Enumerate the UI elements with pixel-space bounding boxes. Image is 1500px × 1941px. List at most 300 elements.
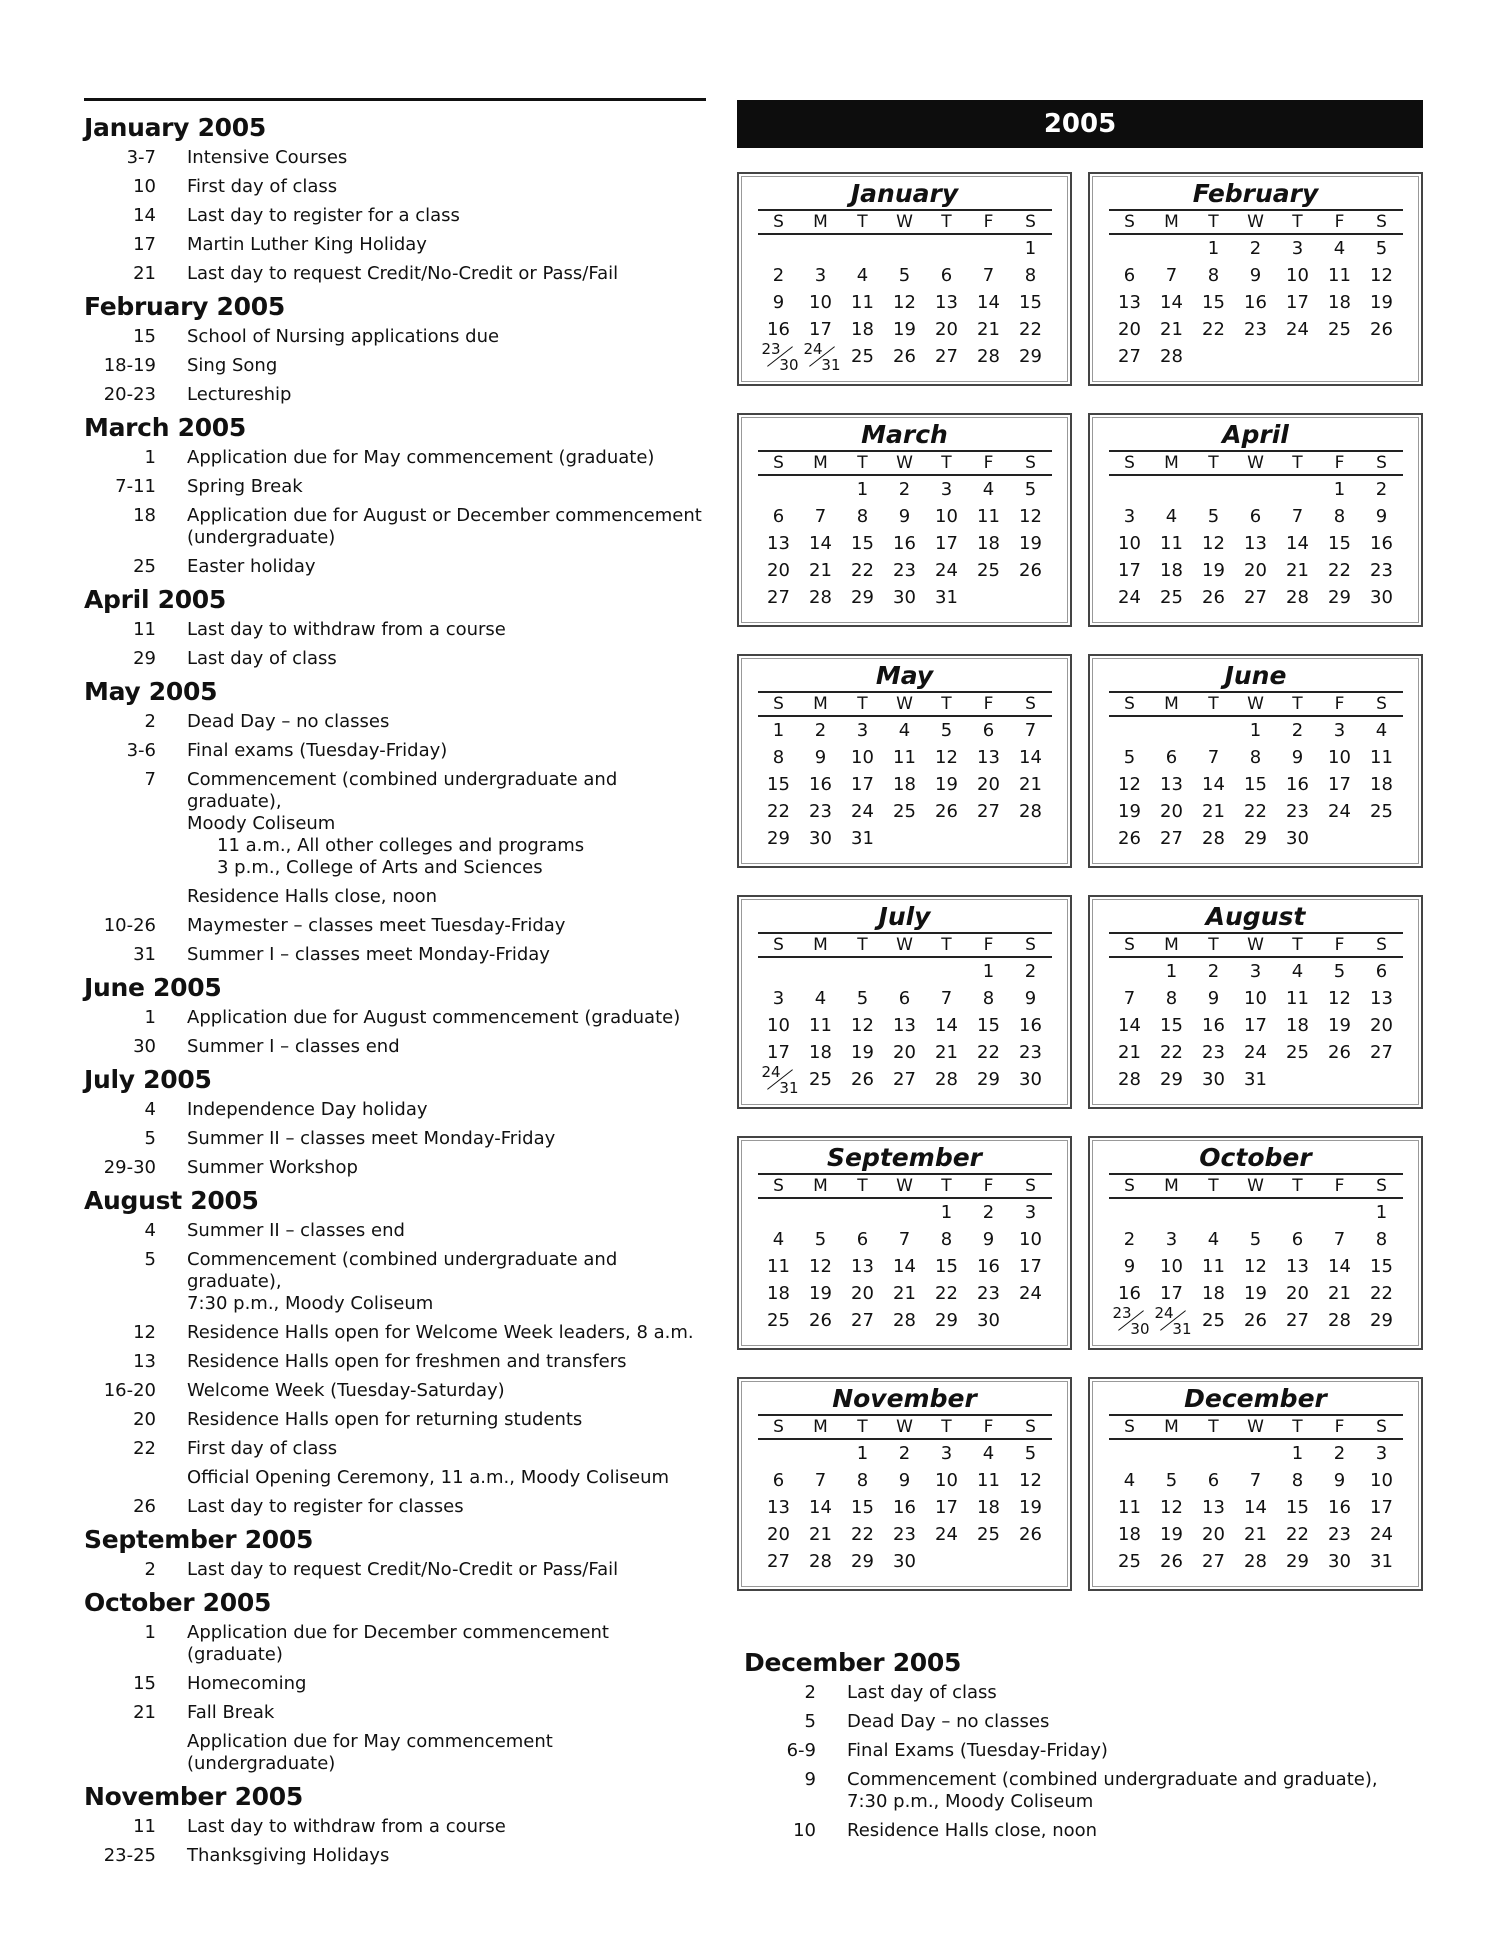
day-cell (1235, 798, 1277, 825)
day-cell (926, 1253, 968, 1280)
event-date: 1 (144, 447, 156, 468)
day-cell (800, 584, 842, 611)
calendar-table (758, 450, 1052, 611)
day-cell (884, 530, 926, 557)
day-cell (1109, 1494, 1151, 1521)
month-section (84, 585, 706, 670)
day-number: 22 (851, 1524, 874, 1545)
day-number: 30 (893, 587, 916, 608)
day-number: 5 (940, 720, 953, 741)
day-cell (1361, 1467, 1403, 1494)
day-cell (800, 1039, 842, 1066)
day-cell (968, 1198, 1010, 1226)
day-number: 23 (1370, 560, 1393, 581)
event-text (187, 384, 706, 406)
day-cell (1193, 1467, 1235, 1494)
day-cell (1235, 557, 1277, 584)
day-cell (758, 771, 800, 798)
weekday-header: S (1109, 1174, 1151, 1198)
event-row (84, 1816, 706, 1838)
day-number: 30 (1130, 1320, 1150, 1338)
month-section (84, 973, 706, 1058)
event-row (84, 886, 706, 908)
event-text (187, 1099, 706, 1121)
event-text (187, 915, 706, 937)
day-cell (800, 1253, 842, 1280)
event-row (744, 1769, 1424, 1813)
event-date: 26 (133, 1496, 156, 1517)
day-cell (800, 1494, 842, 1521)
event-line: School of Nursing applications due (187, 326, 500, 347)
week-row (1109, 771, 1403, 798)
day-cell (1319, 503, 1361, 530)
day-number: 1 (856, 479, 869, 500)
day-number: 17 (1370, 1497, 1393, 1518)
day-cell (842, 530, 884, 557)
day-number: 18 (893, 774, 916, 795)
weekday-header: S (1361, 451, 1403, 475)
event-text (187, 326, 706, 348)
event-text (187, 1380, 706, 1402)
day-cell (1151, 530, 1193, 557)
day-number: 4 (856, 265, 869, 286)
event-line: Last day to request Credit/No-Credit or Pass/Fail (187, 1559, 619, 1580)
weekday-header: S (1361, 1415, 1403, 1439)
weekday-header: S (1010, 1415, 1052, 1439)
day-number: 7 (1291, 506, 1304, 527)
day-cell (926, 316, 968, 343)
week-row (1109, 1280, 1403, 1307)
week-row (1109, 985, 1403, 1012)
calendar-month-title: December (1184, 1384, 1327, 1413)
day-cell (1151, 262, 1193, 289)
day-number: 8 (856, 1470, 869, 1491)
day-number: 1 (1249, 720, 1262, 741)
day-number: 11 (1286, 988, 1309, 1009)
day-cell (1193, 1494, 1235, 1521)
day-number: 26 (1118, 828, 1141, 849)
event-date: 5 (804, 1711, 816, 1732)
event-text (187, 556, 706, 578)
day-number: 13 (767, 1497, 790, 1518)
day-number: 6 (1249, 506, 1262, 527)
day-cell (926, 503, 968, 530)
event-date: 9 (804, 1769, 816, 1790)
day-cell (968, 825, 1010, 852)
day-cell (1361, 343, 1403, 370)
day-number: 10 (935, 506, 958, 527)
day-number: 27 (1160, 828, 1183, 849)
day-number: 25 (851, 346, 874, 367)
day-cell (884, 262, 926, 289)
day-cell (968, 1548, 1010, 1575)
day-cell (1277, 475, 1319, 503)
day-number: 12 (1202, 533, 1225, 554)
day-cell (968, 771, 1010, 798)
day-number: 10 (1244, 988, 1267, 1009)
day-cell (926, 825, 968, 852)
day-cell (926, 1548, 968, 1575)
day-number: 29 (935, 1310, 958, 1331)
day-number: 25 (977, 1524, 1000, 1545)
day-cell (884, 234, 926, 262)
day-cell (1235, 584, 1277, 611)
day-cell (1361, 1439, 1403, 1467)
weekday-header: T (1193, 210, 1235, 234)
day-number: 22 (1019, 319, 1042, 340)
day-cell (884, 343, 926, 370)
day-cell (758, 1039, 800, 1066)
year-banner (737, 100, 1423, 148)
day-cell (926, 1467, 968, 1494)
day-number: 26 (1160, 1551, 1183, 1572)
week-row (758, 557, 1052, 584)
day-cell (800, 744, 842, 771)
day-cell (1193, 584, 1235, 611)
day-cell (758, 1467, 800, 1494)
day-number: 16 (1328, 1497, 1351, 1518)
day-cell (800, 825, 842, 852)
calendar-month-title: October (1199, 1143, 1312, 1172)
day-number: 19 (1160, 1524, 1183, 1545)
weekday-header: M (1151, 692, 1193, 716)
event-row (744, 1740, 1424, 1762)
weekday-header: S (1010, 933, 1052, 957)
day-cell (884, 716, 926, 744)
event-line: Summer II – classes end (187, 1220, 405, 1241)
event-line: Final exams (Tuesday-Friday) (187, 740, 448, 761)
event-row (84, 476, 706, 498)
week-row (758, 1253, 1052, 1280)
day-cell (1010, 1307, 1052, 1334)
weekday-header: F (968, 210, 1010, 234)
day-cell (1109, 343, 1151, 370)
month-calendar-may (737, 654, 1072, 868)
day-number: 2 (982, 1202, 995, 1223)
day-cell (884, 1467, 926, 1494)
day-number: 18 (809, 1042, 832, 1063)
day-number: 14 (1328, 1256, 1351, 1277)
day-number: 24 (935, 1524, 958, 1545)
day-cell (800, 475, 842, 503)
event-date: 25 (133, 556, 156, 577)
event-row (84, 556, 706, 578)
event-line: Intensive Courses (187, 147, 348, 168)
day-number: 21 (809, 560, 832, 581)
day-number: 28 (1202, 828, 1225, 849)
day-number: 9 (1024, 988, 1037, 1009)
day-cell (968, 957, 1010, 985)
day-cell (758, 957, 800, 985)
day-number: 27 (1286, 1310, 1309, 1331)
weekday-header-row (1109, 692, 1403, 716)
day-cell (968, 262, 1010, 289)
day-number: 14 (1160, 292, 1183, 313)
day-cell (1193, 716, 1235, 744)
day-cell (926, 1039, 968, 1066)
day-number: 5 (1165, 1470, 1178, 1491)
day-number: 27 (893, 1069, 916, 1090)
day-number: 19 (809, 1283, 832, 1304)
month-calendar-october (1088, 1136, 1423, 1350)
calendar-table (1109, 1173, 1403, 1338)
month-title: October 2005 (84, 1588, 272, 1617)
combined-day (803, 340, 841, 374)
day-number: 2 (814, 720, 827, 741)
day-number: 30 (809, 828, 832, 849)
day-number: 11 (977, 1470, 1000, 1491)
event-date: 18-19 (103, 355, 156, 376)
day-number: 3 (1024, 1202, 1037, 1223)
day-cell (968, 1467, 1010, 1494)
event-text (187, 1036, 706, 1058)
day-number: 2 (898, 479, 911, 500)
week-row (1109, 530, 1403, 557)
weekday-header: T (1193, 933, 1235, 957)
day-number: 12 (1019, 506, 1042, 527)
day-cell (1193, 316, 1235, 343)
day-cell (758, 1548, 800, 1575)
weekday-header: W (1235, 1174, 1277, 1198)
day-cell (1277, 1039, 1319, 1066)
day-number: 20 (767, 560, 790, 581)
day-number: 25 (1370, 801, 1393, 822)
day-cell (1109, 825, 1151, 852)
day-cell (758, 798, 800, 825)
weekday-header: M (800, 692, 842, 716)
day-cell (1151, 1280, 1193, 1307)
day-number: 22 (1160, 1042, 1183, 1063)
month-title: July 2005 (84, 1065, 212, 1094)
day-cell (758, 289, 800, 316)
event-date: 15 (133, 326, 156, 347)
day-cell (926, 716, 968, 744)
event-line: Thanksgiving Holidays (187, 1845, 390, 1866)
day-cell (758, 234, 800, 262)
day-number: 20 (767, 1524, 790, 1545)
day-number: 29 (977, 1069, 1000, 1090)
day-cell (1235, 1198, 1277, 1226)
day-cell (968, 1280, 1010, 1307)
day-cell (926, 1494, 968, 1521)
day-cell (842, 957, 884, 985)
event-row (84, 205, 706, 227)
day-number: 8 (1249, 747, 1262, 768)
event-text (187, 711, 706, 733)
day-cell (1319, 234, 1361, 262)
day-number: 8 (856, 506, 869, 527)
day-cell (1277, 985, 1319, 1012)
weekday-header: T (926, 933, 968, 957)
day-number: 14 (1202, 774, 1225, 795)
day-cell (800, 234, 842, 262)
weekday-header: T (842, 692, 884, 716)
week-row (758, 262, 1052, 289)
day-cell (800, 1280, 842, 1307)
day-number: 27 (851, 1310, 874, 1331)
day-number: 25 (767, 1310, 790, 1331)
day-cell (758, 475, 800, 503)
event-date: 2 (144, 1559, 156, 1580)
event-row (84, 447, 706, 469)
day-number: 3 (1249, 961, 1262, 982)
day-number: 5 (1207, 506, 1220, 527)
day-number: 6 (1123, 265, 1136, 286)
day-number: 22 (1202, 319, 1225, 340)
day-number: 21 (1328, 1283, 1351, 1304)
day-cell (884, 1439, 926, 1467)
day-number: 19 (1118, 801, 1141, 822)
day-cell (1010, 289, 1052, 316)
day-number: 9 (814, 747, 827, 768)
day-cell (1361, 1280, 1403, 1307)
day-cell (800, 716, 842, 744)
day-number: 30 (779, 356, 799, 374)
day-number: 19 (851, 1042, 874, 1063)
day-cell (1319, 1012, 1361, 1039)
day-cell (1319, 985, 1361, 1012)
event-date: 11 (133, 619, 156, 640)
day-cell (926, 530, 968, 557)
event-row (84, 176, 706, 198)
weekday-header: T (842, 451, 884, 475)
weekday-header: W (1235, 1415, 1277, 1439)
week-row (758, 1494, 1052, 1521)
day-number: 19 (1019, 1497, 1042, 1518)
event-text (187, 1467, 706, 1489)
day-cell (1010, 1039, 1052, 1066)
day-number: 12 (1019, 1470, 1042, 1491)
day-number: 7 (1249, 1470, 1262, 1491)
event-row (84, 619, 706, 641)
weekday-header: S (1010, 210, 1052, 234)
week-row (1109, 1307, 1403, 1334)
day-cell (1010, 1012, 1052, 1039)
event-line: Homecoming (187, 1673, 307, 1694)
weekday-header: T (1277, 210, 1319, 234)
day-number: 11 (767, 1256, 790, 1277)
day-cell (1010, 771, 1052, 798)
day-cell (1361, 1012, 1403, 1039)
day-number: 1 (1207, 238, 1220, 259)
weekday-header: T (1193, 451, 1235, 475)
day-number: 17 (1328, 774, 1351, 795)
day-number: 13 (1202, 1497, 1225, 1518)
day-cell (1277, 557, 1319, 584)
day-number: 5 (1375, 238, 1388, 259)
day-cell (1319, 1253, 1361, 1280)
day-number: 8 (1333, 506, 1346, 527)
day-number: 9 (1207, 988, 1220, 1009)
week-row (758, 985, 1052, 1012)
day-cell (758, 1063, 800, 1097)
event-date: 7-11 (115, 476, 156, 497)
day-cell (1235, 1226, 1277, 1253)
week-row (1109, 1439, 1403, 1467)
day-number: 9 (1333, 1470, 1346, 1491)
month-title: August 2005 (84, 1186, 259, 1215)
week-row (758, 1226, 1052, 1253)
day-cell (1193, 771, 1235, 798)
week-row (758, 475, 1052, 503)
event-row (84, 505, 706, 549)
week-row (758, 1521, 1052, 1548)
event-row (84, 1845, 706, 1867)
day-cell (758, 1198, 800, 1226)
day-number: 16 (1286, 774, 1309, 795)
day-number: 20 (1370, 1015, 1393, 1036)
month-section (84, 1065, 706, 1179)
day-number: 10 (1328, 747, 1351, 768)
event-line: Residence Halls close, noon (847, 1820, 1098, 1841)
day-cell (968, 985, 1010, 1012)
day-cell (800, 1198, 842, 1226)
day-cell (884, 1280, 926, 1307)
day-cell (1277, 234, 1319, 262)
day-cell (1010, 985, 1052, 1012)
year-banner-label: 2005 (1043, 109, 1117, 139)
day-number: 30 (1370, 587, 1393, 608)
day-number: 12 (1118, 774, 1141, 795)
weekday-header-row (1109, 451, 1403, 475)
day-number: 16 (1019, 1015, 1042, 1036)
day-cell (1277, 744, 1319, 771)
day-cell (1235, 530, 1277, 557)
event-line: Application due for May commencement (graduate) (187, 447, 655, 468)
day-number: 28 (893, 1310, 916, 1331)
day-cell (842, 1039, 884, 1066)
day-cell (1235, 1548, 1277, 1575)
event-text (187, 1622, 706, 1666)
event-line: Residence Halls open for Welcome Week leaders, 8 a.m. (187, 1322, 694, 1343)
weekday-header: W (1235, 692, 1277, 716)
day-cell (842, 343, 884, 370)
event-text (847, 1820, 1424, 1842)
event-text (187, 1220, 706, 1242)
day-cell (1010, 1548, 1052, 1575)
event-line: Summer I – classes end (187, 1036, 400, 1057)
weekday-header-row (1109, 933, 1403, 957)
day-number: 19 (1328, 1015, 1351, 1036)
day-number: 15 (1370, 1256, 1393, 1277)
day-number: 21 (1202, 801, 1225, 822)
event-date: 14 (133, 205, 156, 226)
day-cell (1151, 985, 1193, 1012)
day-cell (1361, 1307, 1403, 1334)
event-line: Residence Halls close, noon (187, 886, 438, 907)
day-cell (800, 316, 842, 343)
weekday-header: T (1277, 933, 1319, 957)
event-row (84, 263, 706, 285)
weekday-header-row (758, 933, 1052, 957)
event-row (84, 326, 706, 348)
day-number: 3 (1291, 238, 1304, 259)
weekday-header: T (926, 1174, 968, 1198)
event-row (84, 355, 706, 377)
weekday-header: W (884, 933, 926, 957)
event-text (187, 1559, 706, 1581)
day-cell (926, 1280, 968, 1307)
day-number: 8 (1375, 1229, 1388, 1250)
day-number: 13 (893, 1015, 916, 1036)
weekday-header: M (1151, 933, 1193, 957)
day-number: 4 (1291, 961, 1304, 982)
day-cell (1109, 234, 1151, 262)
day-number: 29 (1019, 346, 1042, 367)
day-cell (1010, 503, 1052, 530)
day-cell (842, 316, 884, 343)
day-number: 20 (1202, 1524, 1225, 1545)
